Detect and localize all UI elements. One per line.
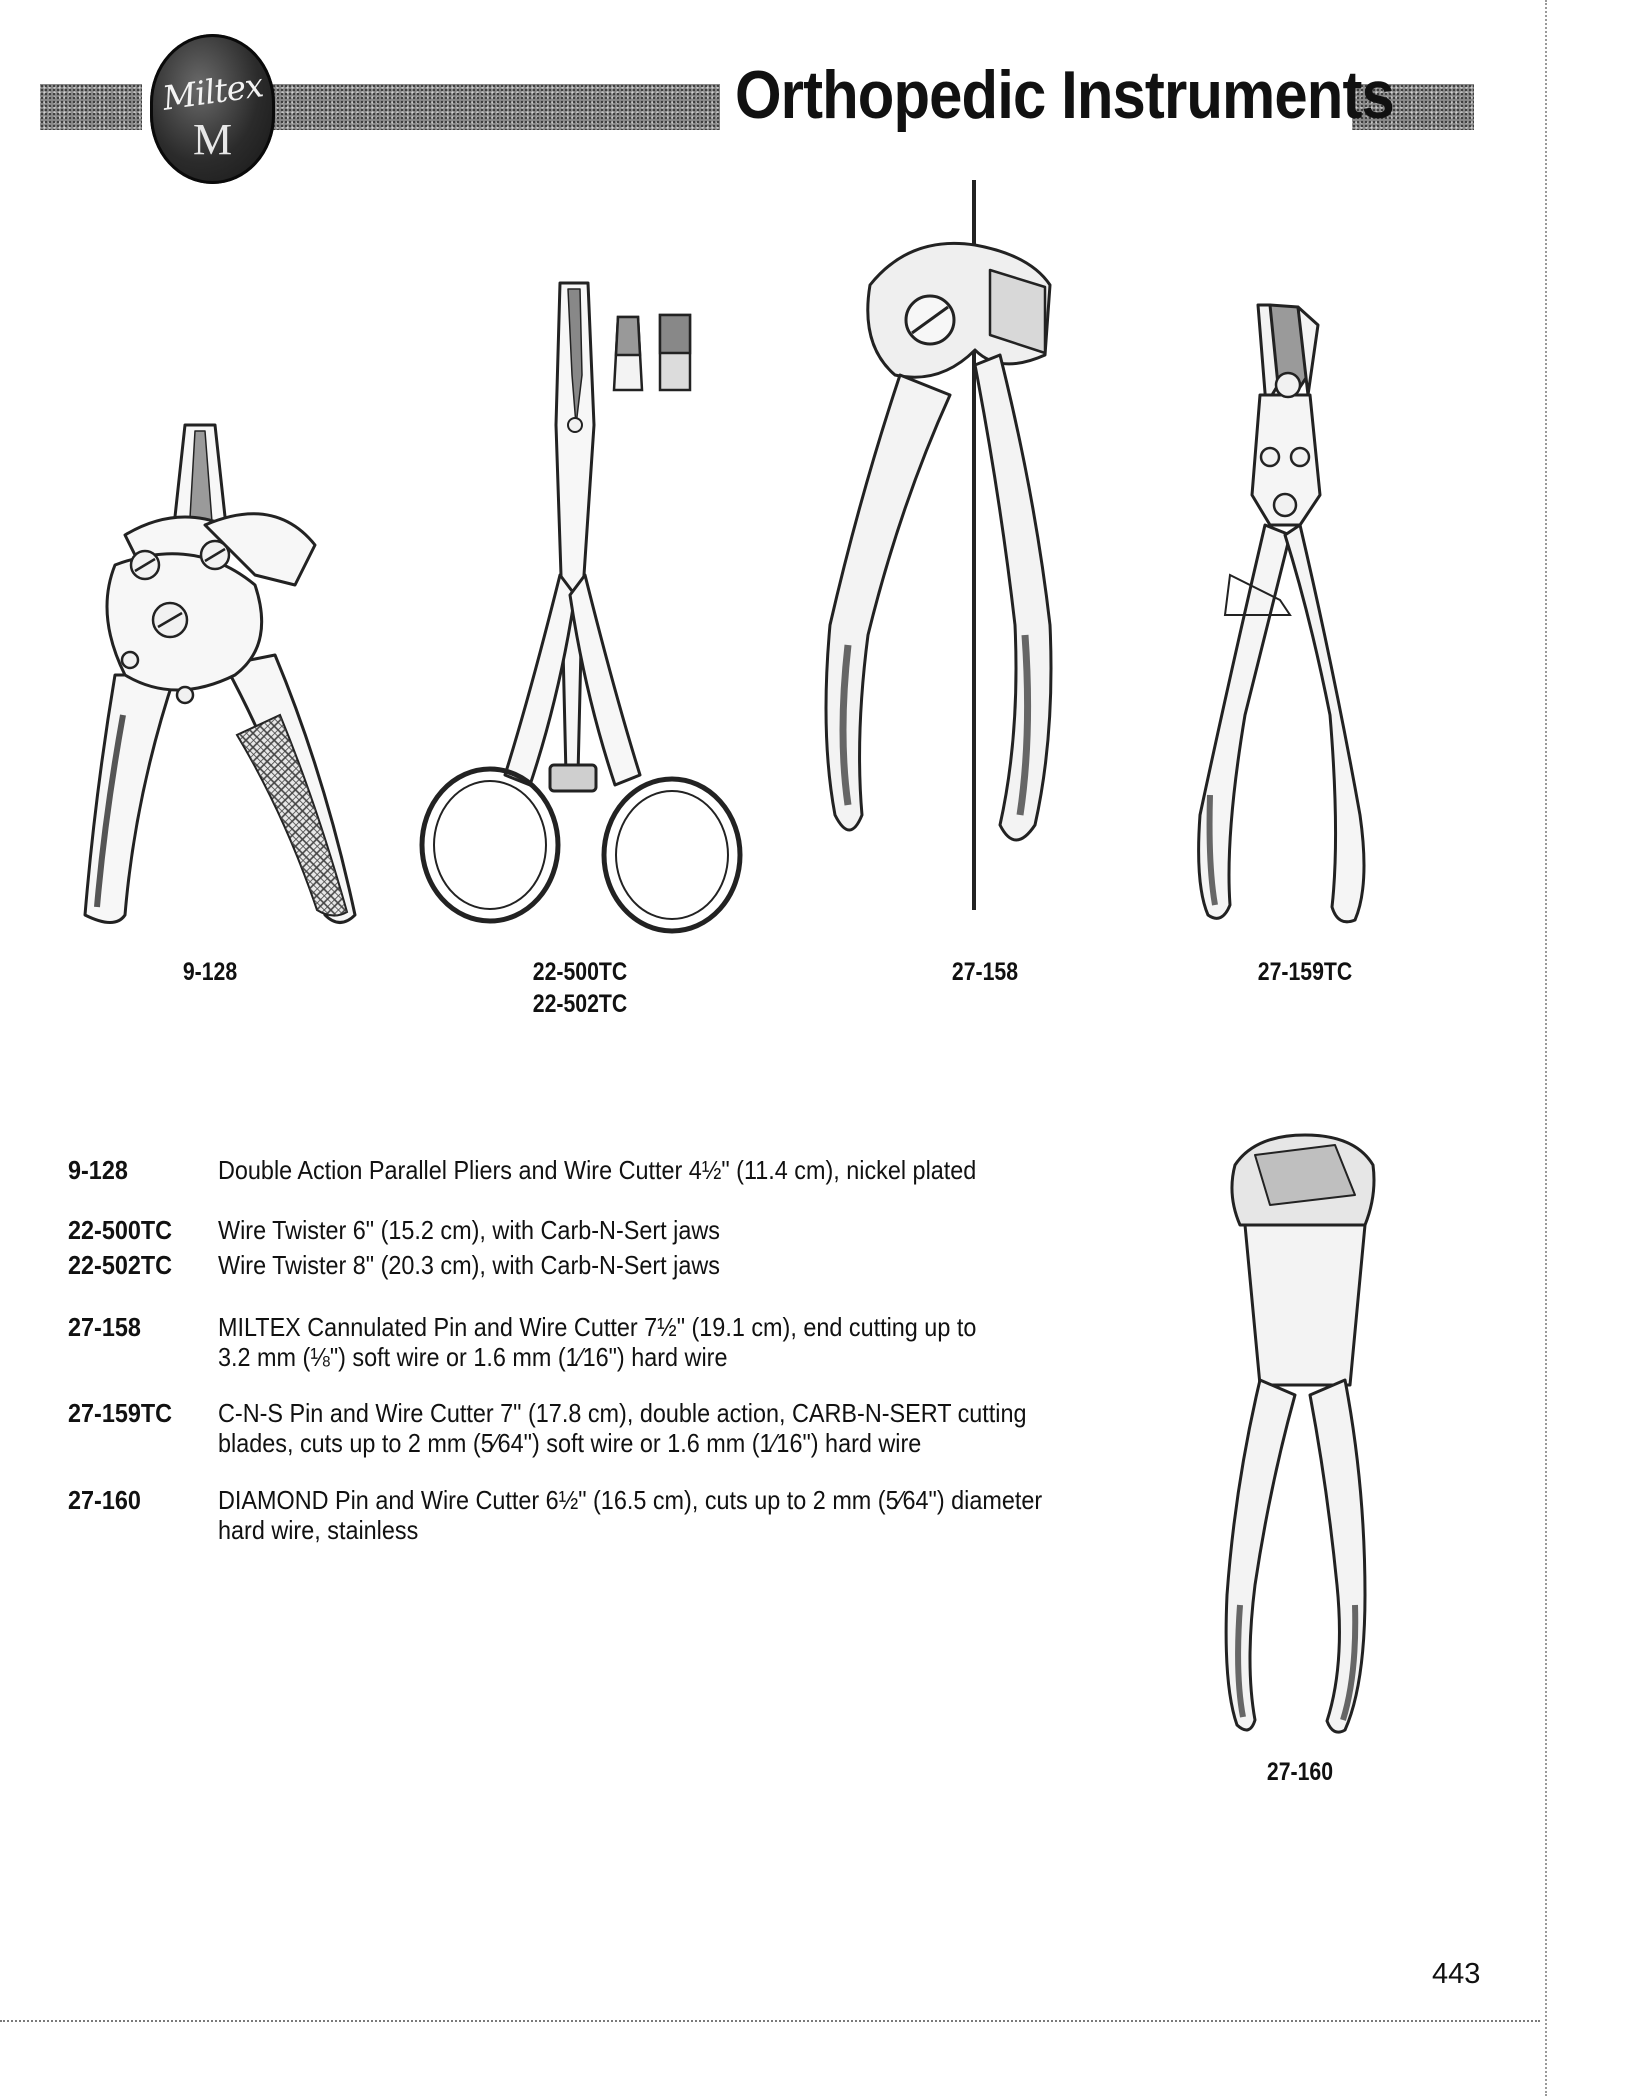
item-description-cont: blades, cuts up to 2 mm (5⁄64") soft wire or 1.6 mm (1⁄16") hard wire — [218, 1428, 922, 1458]
item-code: 27-160 — [68, 1485, 141, 1515]
item-description: Double Action Parallel Pliers and Wire Cutter 4½" (11.4 cm), nickel plated — [218, 1155, 977, 1185]
diamond-cutter-drawing — [1215, 1125, 1390, 1745]
item-code: 27-158 — [68, 1312, 141, 1342]
cannulated-cutter-drawing — [800, 175, 1090, 915]
caption-22-500TC: 22-500TC — [532, 958, 628, 986]
logo-monogram: M — [192, 115, 233, 164]
wire-twister-drawing — [410, 275, 770, 935]
header-band-left — [40, 84, 142, 130]
caption-27-160: 27-160 — [1266, 1758, 1334, 1786]
side-divider — [1545, 0, 1547, 2096]
item-description-cont: 3.2 mm (⅛") soft wire or 1.6 mm (1⁄16") hard wire — [218, 1342, 728, 1372]
item-description: Wire Twister 8" (20.3 cm), with Carb-N-Sert jaws — [218, 1250, 720, 1280]
page-title: Orthopedic Instruments — [735, 57, 1394, 133]
caption-27-158: 27-158 — [951, 958, 1019, 986]
caption-9-128: 9-128 — [182, 958, 238, 986]
bottom-divider — [0, 2020, 1540, 2022]
item-code: 27-159TC — [68, 1398, 173, 1428]
item-description: MILTEX Cannulated Pin and Wire Cutter 7½" (19.1 cm), end cutting up to — [218, 1312, 977, 1342]
page-number: 443 — [1432, 1958, 1481, 1990]
item-code: 22-502TC — [68, 1250, 173, 1280]
caption-22-502TC: 22-502TC — [532, 990, 628, 1018]
caption-27-159TC: 27-159TC — [1257, 958, 1353, 986]
item-code: 9-128 — [68, 1155, 128, 1185]
item-code: 22-500TC — [68, 1215, 173, 1245]
item-description-cont: hard wire, stainless — [218, 1515, 419, 1545]
miltex-logo — [150, 34, 275, 184]
item-description: C-N-S Pin and Wire Cutter 7" (17.8 cm), double action, CARB-N-SERT cutting — [218, 1398, 1027, 1428]
header-band-middle — [268, 84, 720, 130]
item-description: DIAMOND Pin and Wire Cutter 6½" (16.5 cm), cuts up to 2 mm (5⁄64") diameter — [218, 1485, 1043, 1515]
double-action-cutter-drawing — [1170, 295, 1400, 935]
logo-script-text: Miltex — [160, 65, 265, 118]
parallel-pliers-drawing — [55, 415, 365, 935]
item-description: Wire Twister 6" (15.2 cm), with Carb-N-Sert jaws — [218, 1215, 720, 1245]
